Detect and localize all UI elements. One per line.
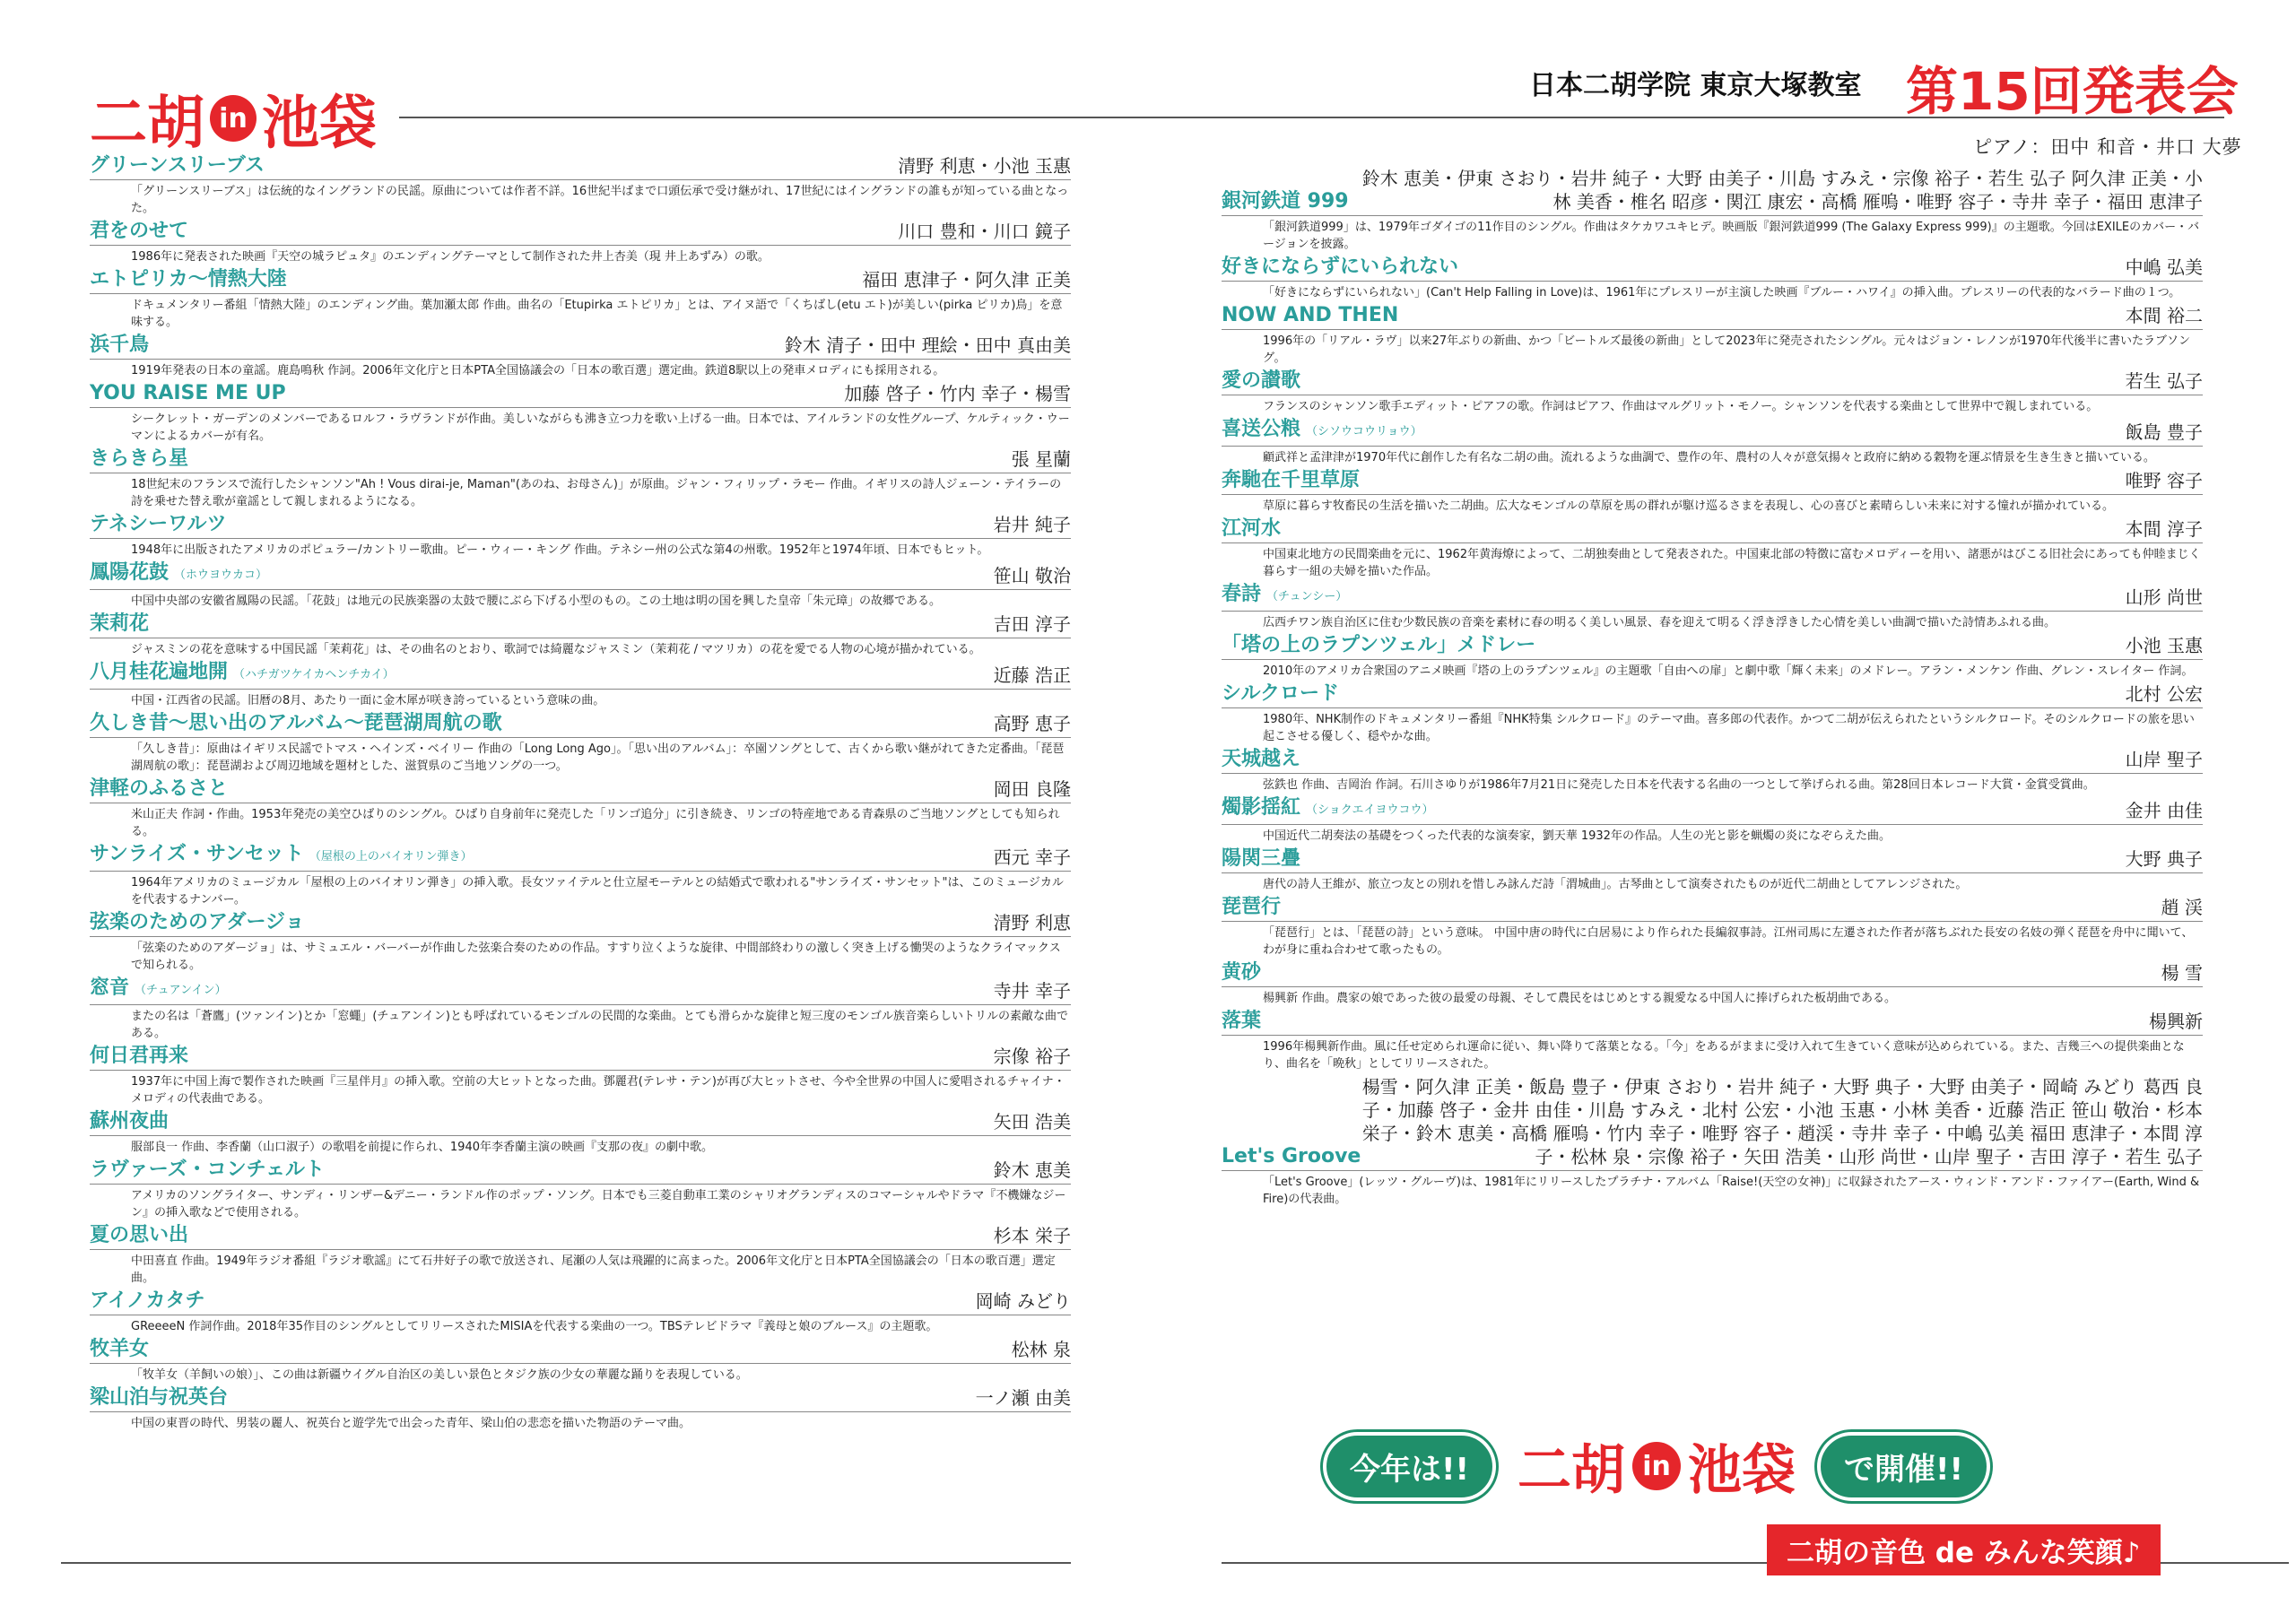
performers: 張 星蘭 xyxy=(1011,448,1071,470)
program-entry xyxy=(90,1045,1071,1107)
performers: 西元 幸子 xyxy=(993,846,1071,868)
song-title-text: 黄砂 xyxy=(1222,961,1262,984)
performers: 鈴木 恵美 xyxy=(993,1159,1071,1181)
performers: 金井 由佳 xyxy=(2125,800,2203,821)
program-entry xyxy=(1222,796,2203,845)
program-entry xyxy=(1222,847,2203,893)
entry-header xyxy=(1222,304,2203,330)
performers: 矢田 浩美 xyxy=(993,1111,1071,1133)
song-description: 1948年に出版されたアメリカのポピュラー/カントリー歌曲。ピー・ウィー・キング 作曲。テネシー州の公式な第4の州歌。1952年と1974年頃、日本でもヒット。 xyxy=(131,543,989,557)
song-title xyxy=(1222,1145,1361,1168)
school-name: 日本二胡学院 東京大塚教室 xyxy=(1529,70,1862,101)
program-entry xyxy=(1222,748,2203,794)
performers: 大野 典子 xyxy=(2125,848,2203,870)
program-entry xyxy=(90,661,1071,709)
program-entry xyxy=(90,777,1071,840)
entry-header xyxy=(1222,682,2203,708)
program-entry xyxy=(90,447,1071,510)
entry-header xyxy=(90,976,1071,1005)
song-title-text: 奔馳在千里草原 xyxy=(1222,469,1361,491)
performers: 鈴木 清子・田中 理絵・田中 真由美 xyxy=(784,334,1071,356)
entry-header xyxy=(90,382,1071,408)
performers: 楊 雪 xyxy=(2161,962,2203,984)
promo-pill-held: で開催!! xyxy=(1817,1432,1990,1501)
song-title xyxy=(90,1289,204,1313)
song-title-text: 牧羊女 xyxy=(90,1338,150,1360)
song-title-text: 「塔の上のラプンツェル」メドレー xyxy=(1222,634,1536,656)
song-title xyxy=(90,513,226,536)
song-title xyxy=(90,1159,325,1182)
entry-header xyxy=(90,1045,1071,1071)
song-description: 米山正夫 作詞・作曲。1953年発売の美空ひばりのシングル。ひばり自身前年に発売した「リンゴ追分」に引き続き、リンゴの特産地である青森県のご当地ソングとしても知られる。 xyxy=(131,808,1060,838)
performers: 鈴木 恵美・伊東 さおり・岩井 純子・大野 由美子・川島 すみえ・宗像 裕子・若生 弘子 阿久津 正美・小林 美香・椎名 昭彦・関江 康宏・高橋 雁嗚・唯野 容子・寺井 幸子・福田 恵津子 xyxy=(1361,168,2203,213)
entry-header xyxy=(90,661,1071,690)
program-column-left xyxy=(90,154,1071,1435)
song-title-text: 八月桂花遍地開 xyxy=(90,661,229,683)
entry-header xyxy=(90,561,1071,590)
song-title-text: 梁山泊与祝英台 xyxy=(90,1386,229,1409)
song-description: フランスのシャンソン歌手エディット・ピアフの歌。作詞はピアフ、作曲はマルグリット・モノー。シャンソンを代表する楽曲として世界中で親しまれている。 xyxy=(1263,400,2099,413)
song-description: シークレット・ガーデンのメンバーであるロルフ・ラヴランドが作曲。美しいながらも沸き立つ力を歌い上げる一曲。日本では、アイルランドの女性グループ、ケルティック・ウーマンによるカバーが有名。 xyxy=(131,412,1070,443)
song-title-text: 弦楽のためのアダージョ xyxy=(90,911,305,933)
song-title xyxy=(90,1338,149,1361)
song-title-text: 何日君再来 xyxy=(90,1045,189,1067)
entry-header xyxy=(1222,896,2203,922)
song-title xyxy=(1222,190,1349,213)
song-description: 中国中央部の安徽省鳳陽の民謡。「花鼓」は地元の民族楽器の太鼓で腰にぶら下げる小型のもの。この土地は明の国を興した皇帝「朱元璋」の故郷である。 xyxy=(131,595,941,608)
performers: 北村 公宏 xyxy=(2125,683,2203,705)
song-title xyxy=(1222,796,1434,822)
song-title-text: エトピリカ～情熱大陸 xyxy=(90,268,287,291)
song-title xyxy=(90,661,395,687)
program-entry xyxy=(90,843,1071,908)
program-entry xyxy=(90,268,1071,331)
entry-header xyxy=(1222,634,2203,660)
program-entry xyxy=(90,1338,1071,1384)
song-description: アメリカのソングライター、サンディ・リンザー&デニー・ランドル作のポップ・ソング。日本でも三菱自動車工業のシャリオグランディスのコマーシャルやドラマ『不機嫌なジーン』の挿入歌などで使用される。 xyxy=(131,1189,1066,1219)
entry-header xyxy=(90,1159,1071,1185)
program-entry xyxy=(1222,469,2203,515)
song-description: 弦鉄也 作曲、吉岡治 作詞。石川さゆりが1986年7月21日に発売した日本を代表する名曲の一つとして挙げられる曲。第28回日本レコード大賞・金賞受賞曲。 xyxy=(1263,778,2095,792)
program-entry xyxy=(90,154,1071,217)
song-title-text: 茉莉花 xyxy=(90,612,150,635)
song-title xyxy=(90,976,226,1002)
song-description: 1964年アメリカのミュージカル「屋根の上のバイオリン弾き」の挿入歌。長女ツァイテルと仕立屋モーテルとの結婚式で歌われる"サンライズ・サンセット"は、このミュージカルを代表するナンバー。 xyxy=(131,876,1064,907)
song-title-text: テネシーワルツ xyxy=(90,513,227,535)
song-title xyxy=(90,1045,188,1068)
entry-header xyxy=(90,1110,1071,1136)
performers: 加藤 啓子・竹内 幸子・楊雪 xyxy=(844,383,1071,404)
entry-header xyxy=(1222,583,2203,612)
song-title xyxy=(90,268,287,291)
performers: 福田 恵津子・阿久津 正美 xyxy=(862,269,1071,291)
program-entry xyxy=(1222,583,2203,631)
song-title xyxy=(90,561,267,587)
performers: 楊雪・阿久津 正美・飯島 豊子・伊東 さおり・岩井 純子・大野 典子・大野 由美子・岡崎 みどり 葛西 良子・加藤 啓子・金井 由佳・川島 すみえ・北村 公宏・小池 玉惠・小林 美香・近藤 浩正 笹山 敬治・杉本 栄子・鈴木 恵美・高橋 雁嗚・竹内 幸子・唯野 容子・趙渓・寺井 幸子・中嶋 弘美 福田 恵津子・本間 淳子・松林 泉・宗像 裕子・矢田 浩美・山形 尚世・山岸 聖子・吉田 淳子・若生 弘子 xyxy=(1361,1076,2203,1167)
performers: 一ノ瀬 由美 xyxy=(975,1387,1071,1409)
song-reading: （屋根の上のバイオリン弾き） xyxy=(309,850,473,864)
song-description: 「Let's Groove」(レッツ・グルーヴ)は、1981年にリリースしたプラチナ・アルバム「Raise!(天空の女神)」に収録されたアース・ウィンド・アンド・ファイアー(Earth, Wind & Fire)の代表曲。 xyxy=(1263,1176,2200,1206)
performers: 岡田 良隆 xyxy=(993,778,1071,800)
program-entry xyxy=(1222,682,2203,745)
entry-header xyxy=(90,220,1071,246)
song-description: 顧武祥と孟津津が1970年代に創作した有名な二胡の曲。流れるような曲調で、豊作の年、農村の人々が意気揚々と政府に納める穀物を運ぶ情景を生き生きと描いている。 xyxy=(1263,451,2155,464)
performers: 趙 渓 xyxy=(2161,897,2203,918)
song-description: 中田喜直 作曲。1949年ラジオ番組『ラジオ歌謡』にて石井好子の歌で放送され、尾瀬の人気は飛躍的に高まった。2006年文化庁と日本PTA全国協議会の「日本の歌百選」選定曲。 xyxy=(131,1254,1056,1285)
song-title-text: ラヴァーズ・コンチェルト xyxy=(90,1159,326,1181)
entry-header xyxy=(1222,1075,2203,1171)
song-title xyxy=(1222,748,1300,771)
entry-header xyxy=(90,1386,1071,1412)
song-description: 1937年に中国上海で製作された映画『三星伴月』の挿入歌。空前の大ヒットとなった曲。鄧麗君(テレサ・テン)が再び大ヒットさせ、今や全世界の中国人に愛唱されるチャイナ・メロディの代表曲である。 xyxy=(131,1075,1065,1106)
song-title-text: 蘇州夜曲 xyxy=(90,1110,170,1133)
program-entry xyxy=(1222,1010,2203,1072)
song-description: 中国の東晋の時代、男装の麗人、祝英台と遊学先で出会った青年、梁山伯の悲恋を描いた物語のテーマ曲。 xyxy=(131,1417,691,1430)
song-title xyxy=(90,1386,228,1410)
song-title xyxy=(90,612,149,636)
song-description: 「好きにならずにいられない」(Can't Help Falling in Love)は、1961年にプレスリーが主演した映画『ブルー・ハワイ』の挿入曲。プレスリーの代表的なバラード曲の１つ。 xyxy=(1263,286,2181,299)
logo-text-erhu: 二胡 xyxy=(1518,1439,1626,1502)
song-title xyxy=(90,911,305,934)
song-title xyxy=(1222,256,1458,279)
song-title-text: 春詩 xyxy=(1222,583,1262,605)
song-title xyxy=(90,382,286,405)
program-entry xyxy=(90,1110,1071,1156)
program-entry xyxy=(1222,896,2203,959)
song-description: 中国東北地方の民間楽曲を元に、1962年黄海燎によって、二胡独奏曲として発表された。中国東北部の特徴に富むメロディーを用い、諸悪がはびこる旧社会にあっても仲睦まじく暮らす一組の夫婦を描いた作品。 xyxy=(1263,548,2201,578)
song-title-text: 鳳陽花鼓 xyxy=(90,561,170,584)
song-title-text: 天城越え xyxy=(1222,748,1301,770)
song-description: 1986年に発表された映画『天空の城ラピュタ』のエンディングテーマとして制作された井上杏美（現 井上あずみ）の歌。 xyxy=(131,250,770,264)
program-entry xyxy=(1222,1075,2203,1208)
performers: 宗像 裕子 xyxy=(993,1046,1071,1067)
song-description: 唐代の詩人王維が、旅立つ友との別れを惜しみ詠んだ詩「渭城曲」。古琴曲として演奏されたものが近代二胡曲としてアレンジされた。 xyxy=(1263,878,1968,891)
performers: 吉田 淳子 xyxy=(993,613,1071,635)
song-reading: （チュンシー） xyxy=(1266,590,1348,603)
program-entry xyxy=(90,612,1071,658)
entry-header xyxy=(90,1338,1071,1364)
song-description: ジャスミンの花を意味する中国民謡「茉莉花」は、その曲名のとおり、歌詞では綺麗なジャスミン（茉莉花 / マツリカ）の花を愛でる人物の心境が描かれている。 xyxy=(131,643,981,656)
program-entry xyxy=(1222,634,2203,680)
entry-header xyxy=(90,712,1071,738)
song-title-text: 陽関三疊 xyxy=(1222,847,1301,870)
song-description: 服部良一 作曲、李香蘭（山口淑子）の歌唱を前提に作られ、1940年李香蘭主演の映画『支那の夜』の劇中歌。 xyxy=(131,1141,713,1154)
song-title-text: 浜千鳥 xyxy=(90,334,150,356)
song-title-text: NOW AND THEN xyxy=(1222,304,1399,326)
entry-header xyxy=(1222,469,2203,495)
entry-header xyxy=(1222,369,2203,395)
event-title: 第15回発表会 xyxy=(1906,61,2239,122)
song-description: 「琵琶行」とは、「琵琶の詩」という意味。 中国中唐の時代に白居易により作られた長編叙事詩。江州司馬に左遷された作者が落ちぶれた長安の名妓の弾く琵琶を舟中に聞いて、わが身に重ね合わせて歌ったもの。 xyxy=(1263,926,2194,957)
program-entry xyxy=(1222,517,2203,580)
song-title xyxy=(1222,469,1360,492)
song-title-text: 江河水 xyxy=(1222,517,1282,540)
logo-in-badge: in xyxy=(210,95,257,142)
entry-header xyxy=(90,612,1071,638)
song-title xyxy=(1222,418,1422,444)
song-description: 草原に暮らす牧畜民の生活を描いた二胡曲。広大なモンゴルの草原を馬の群れが駆け巡るさまを表現し、心の喜びと素晴らしい未来に対する憧れが描かれている。 xyxy=(1263,499,2115,513)
song-reading: （ショクエイヨウコウ） xyxy=(1306,803,1434,817)
performers: 川口 豊和・川口 鏡子 xyxy=(898,221,1071,242)
song-title-text: 銀河鉄道 999 xyxy=(1222,190,1349,213)
entry-header xyxy=(90,777,1071,803)
song-title xyxy=(90,843,473,869)
promo-banner xyxy=(1323,1428,1990,1505)
song-description: 2010年のアメリカ合衆国のアニメ映画『塔の上のラプンツェル』の主題歌「自由への扉」と劇中歌「輝く未来」のメドレー。アラン・メンケン 作曲、グレン・スレイター 作詞。 xyxy=(1263,664,2194,678)
performers: 近藤 浩正 xyxy=(993,664,1071,686)
entry-header xyxy=(90,843,1071,872)
song-title-text: 窓音 xyxy=(90,976,130,999)
song-title xyxy=(1222,847,1300,871)
song-description: 「弦楽のためのアダージョ」は、サミュエル・バーバーが作曲した弦楽合奏のための作品。すすり泣くような旋律、中間部終わりの激しく突き上げる慟哭のようなクライマックスで知られる。 xyxy=(131,942,1061,972)
song-description: GReeeeN 作詞作曲。2018年35作目のシングルとしてリリースされたMISIAを代表する楽曲の一つ。TBSテレビドラマ『義母と娘のブルース』の主題歌。 xyxy=(131,1320,938,1333)
performers: 本間 淳子 xyxy=(2125,518,2203,540)
song-description: 1919年発表の日本の童謡。鹿島鳴秋 作詞。2006年文化庁と日本PTA全国協議会の「日本の歌百選」選定曲。鉄道8駅以上の発車メロディにも採用される。 xyxy=(131,364,945,378)
performers: 笹山 敬治 xyxy=(993,565,1071,586)
song-title xyxy=(90,334,149,357)
entry-header xyxy=(90,334,1071,360)
logo-text-ikebukuro: 池袋 xyxy=(1688,1439,1796,1502)
entry-header xyxy=(1222,517,2203,543)
song-title xyxy=(1222,1010,1261,1033)
program-entry xyxy=(90,561,1071,610)
song-description: ドキュメンタリー番組「情熱大陸」のエンディング曲。葉加瀬太郎 作曲。曲名の「Etupirka エトピリカ」とは、アイヌ語で「くちばし(etu エト)が美しい(pirka ピリカ)鳥」を意味する。 xyxy=(131,299,1063,329)
performers: 中嶋 弘美 xyxy=(2125,256,2203,278)
song-title xyxy=(90,447,188,471)
entry-header xyxy=(90,1289,1071,1315)
entry-header xyxy=(1222,256,2203,282)
song-title xyxy=(1222,517,1281,541)
song-reading: （シソウコウリョウ） xyxy=(1306,425,1422,438)
piano-credit: ピアノ：田中 和音・井口 大夢 xyxy=(1973,136,2242,158)
program-entry xyxy=(1222,304,2203,367)
program-entry xyxy=(90,976,1071,1042)
song-title-text: サンライズ・サンセット xyxy=(90,843,304,865)
entry-header xyxy=(90,1224,1071,1250)
program-entry xyxy=(90,513,1071,559)
entry-header xyxy=(1222,418,2203,447)
performers: 杉本 栄子 xyxy=(993,1225,1071,1246)
song-title-text: グリーンスリーブス xyxy=(90,154,265,177)
song-title xyxy=(90,777,228,801)
song-title xyxy=(90,1224,188,1247)
song-title xyxy=(1222,896,1281,919)
song-title-text: シルクロード xyxy=(1222,682,1340,705)
bottom-divider-left xyxy=(61,1562,1071,1564)
song-description: 18世紀末のフランスで流行したシャンソン"Ah ! Vous dirai-je, Maman"(あのね、お母さん)」が原曲。ジャン・フィリップ・ラモー 作曲。イギリスの詩人ジェーン・テイラーの詩を乗せた替え歌が童謡として親しまれるようになる。 xyxy=(131,478,1062,508)
program-entry xyxy=(1222,369,2203,415)
program-entry xyxy=(90,712,1071,775)
entry-header xyxy=(1222,167,2203,216)
performers: 岡崎 みどり xyxy=(975,1290,1071,1312)
performers: 清野 利恵・小池 玉惠 xyxy=(898,155,1071,177)
song-title xyxy=(90,1110,169,1133)
song-description: またの名は「蒼鷹」(ツァンイン)とか「窓蠅」(チュアンイン)とも呼ばれているモンゴルの民間的な楽曲。とても滑らかな旋律と短三度のモンゴル族音楽らしいトリルの素敵な曲である。 xyxy=(131,1010,1068,1040)
performers: 松林 泉 xyxy=(1011,1339,1071,1360)
program-entry xyxy=(1222,256,2203,301)
song-title xyxy=(1222,583,1347,609)
performers: 清野 利恵 xyxy=(993,912,1071,933)
performers: 唯野 容子 xyxy=(2125,470,2203,491)
entry-header xyxy=(90,447,1071,473)
program-column-right xyxy=(1222,167,2203,1211)
song-title xyxy=(1222,634,1535,657)
song-description: 「銀河鉄道999」は、1979年ゴダイゴの11作目のシングル。作曲はタケカワユキヒデ。映画版『銀河鉄道999 (The Galaxy Express 999)』の主題歌。今回はEXILEのカバー・バージョンを披露。 xyxy=(1263,221,2200,251)
song-description: 楊興新 作曲。農家の娘であった彼の最愛の母親、そして農民をはじめとする親愛なる中国人に捧げられた板胡曲である。 xyxy=(1263,992,1897,1005)
program-entry xyxy=(1222,167,2203,253)
song-description: 中国・江西省の民謡。旧暦の8月、あたり一面に金木犀が咲き誇っているという意味の曲。 xyxy=(131,694,605,707)
song-description: 「久しき昔」：原曲はイギリス民謡でトマス・ヘインズ・ベイリー 作曲の「Long Long Ago」。「思い出のアルバム」：卒園ソングとして、古くから歌い継がれてきた定番曲。「琵琶湖周航の歌」：琵琶湖および周辺地域を題材とした、滋賀県のご当地ソングの一つ。 xyxy=(131,742,1065,773)
program-entry xyxy=(90,334,1071,379)
song-title-text: YOU RAISE ME UP xyxy=(90,382,286,404)
entry-header xyxy=(1222,796,2203,825)
program-entry xyxy=(90,1224,1071,1287)
logo-text-erhu: 二胡 xyxy=(90,91,204,157)
entry-header xyxy=(1222,1010,2203,1036)
song-title-text: Let's Groove xyxy=(1222,1145,1361,1167)
program-entry xyxy=(90,1386,1071,1432)
song-title-text: 津軽のふるさと xyxy=(90,777,229,800)
song-title-text: 燭影揺紅 xyxy=(1222,796,1301,819)
logo-text-ikebukuro: 池袋 xyxy=(262,91,377,157)
song-reading: （チュアンイン） xyxy=(135,984,227,997)
logo-top xyxy=(90,77,377,160)
song-title-text: 夏の思い出 xyxy=(90,1224,189,1246)
entry-header xyxy=(1222,748,2203,774)
song-title xyxy=(1222,961,1261,985)
program-entry xyxy=(90,1159,1071,1221)
logo-in-badge: in xyxy=(1632,1442,1681,1490)
song-reading: （ホウヨウカコ） xyxy=(174,568,268,582)
song-description: 1980年、NHK制作のドキュメンタリー番組『NHK特集 シルクロード』のテーマ曲。喜多郎の代表作。かつて二胡が伝えられたというシルクロード。そのシルクロードの旅を思い起こさせる優しく、穏やかな曲。 xyxy=(1263,713,2195,743)
song-description: 1996年楊興新作曲。風に任せ定められ運命に従い、舞い降りて落葉となる。「今」をあるがままに受け入れて生きていく意味が込められている。また、吉幾三への提供楽曲となり、曲名を「晩秋」としてリリースされた。 xyxy=(1263,1040,2185,1071)
performers: 高野 恵子 xyxy=(993,713,1071,734)
program-entry xyxy=(90,220,1071,265)
performers: 楊興新 xyxy=(2149,1011,2203,1032)
entry-header xyxy=(90,513,1071,539)
performers: 飯島 豊子 xyxy=(2125,421,2203,443)
program-entry xyxy=(1222,961,2203,1007)
song-title xyxy=(90,220,188,243)
performers: 岩井 純子 xyxy=(993,514,1071,535)
performers: 本間 裕二 xyxy=(2125,305,2203,326)
song-title-text: 喜送公粮 xyxy=(1222,418,1301,440)
program-entry xyxy=(1222,418,2203,466)
song-reading: （ハチガツケイカヘンチカイ） xyxy=(233,668,395,681)
performers: 山岸 聖子 xyxy=(2125,749,2203,770)
promo-pill-this-year: 今年は!! xyxy=(1323,1432,1496,1501)
song-title-text: 愛の讃歌 xyxy=(1222,369,1301,392)
performers: 山形 尚世 xyxy=(2125,586,2203,608)
program-entry xyxy=(90,1289,1071,1335)
song-title-text: きらきら星 xyxy=(90,447,189,470)
song-description: 「牧羊女（羊飼いの娘）」、この曲は新疆ウイグル自治区の美しい景色とタジク族の少女の華麗な踊りを表現している。 xyxy=(131,1368,748,1382)
program-entry xyxy=(90,382,1071,445)
entry-header xyxy=(90,154,1071,180)
song-title-text: 好きにならずにいられない xyxy=(1222,256,1459,278)
logo-banner xyxy=(1518,1428,1796,1505)
performers: 小池 玉惠 xyxy=(2125,635,2203,656)
song-title-text: アイノカタチ xyxy=(90,1289,205,1312)
song-description: 「グリーンスリーブス」は伝統的なイングランドの民謡。原曲については作者不詳。16世紀半ばまで口頭伝承で受け継がれ、17世紀にはイングランドの誰もが知っている曲となった。 xyxy=(131,185,1069,215)
song-title-text: 君をのせて xyxy=(90,220,189,242)
song-title xyxy=(90,712,502,735)
song-title-text: 落葉 xyxy=(1222,1010,1262,1032)
song-title xyxy=(1222,304,1398,327)
song-title xyxy=(1222,369,1300,393)
song-description: 1996年の「リアル・ラヴ」以来27年ぶりの新曲、かつ「ビートルズ最後の新曲」として2023年に発売されたシングル。元々はジョン・レノンが1970年代後半に書いたラブソング。 xyxy=(1263,334,2191,365)
song-title-text: 久しき昔～思い出のアルバム～琵琶湖周航の歌 xyxy=(90,712,502,734)
song-title xyxy=(1222,682,1339,706)
performers: 寺井 幸子 xyxy=(993,980,1071,1002)
entry-header xyxy=(1222,847,2203,873)
song-description: 中国近代二胡奏法の基礎をつくった代表的な演奏家，劉天華 1932年の作品。人生の光と影を蝋燭の炎になぞらえた曲。 xyxy=(1263,829,1891,843)
entry-header xyxy=(90,268,1071,294)
entry-header xyxy=(1222,961,2203,987)
program-entry xyxy=(90,911,1071,974)
entry-header xyxy=(90,911,1071,937)
song-title xyxy=(90,154,265,178)
performers: 若生 弘子 xyxy=(2125,370,2203,392)
slogan: 二胡の音色 de みんな笑顔♪ xyxy=(1767,1524,2161,1575)
song-title-text: 琵琶行 xyxy=(1222,896,1282,918)
song-description: 広西チワン族自治区に住む少数民族の音楽を素材に春の明るく美しい風景、春を迎えて明るく浮き浮きした心情を美しい曲調で描いた詩情あふれる曲。 xyxy=(1263,616,2057,629)
